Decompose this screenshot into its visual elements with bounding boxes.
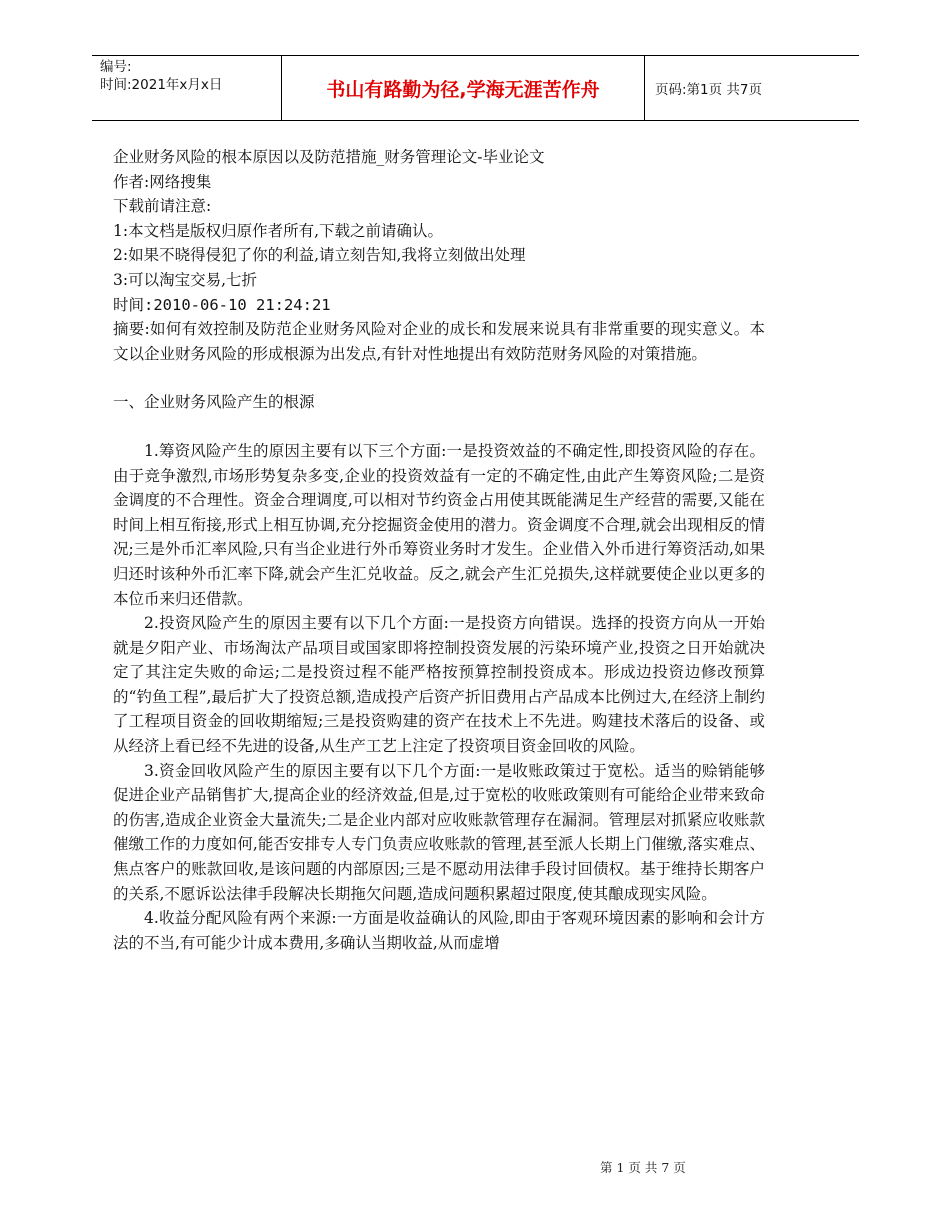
paragraph-financing-risk: 1.筹资风险产生的原因主要有以下三个方面:一是投资效益的不确定性,即投资风险的存在。由于竞争激烈,市场形势复杂多变,企业的投资效益有一定的不确定性,由此产生筹资风险;二是资金调度的不合理性。资金合理调度,可以相对节约资金占用使其既能满足生产经营的需要,又能在时间上相互衔接,形式上相互协调,充分挖掘资金使用的潜力。资金调度不合理,就会出现相反的情况;三是外币汇率风险,只有当企业进行外币筹资业务时才发生。企业借入外币进行筹资活动,如果归还时该种外币汇率下降,就会产生汇兑收益。反之,就会产生汇兑损失,这样就要使企业以更多的本位币来归还借款。 — [113, 441, 765, 608]
document-time-label: 时间:2021年x月x日 — [100, 77, 223, 93]
header-meta — [92, 56, 282, 120]
abstract: 摘要:如何有效控制及防范企业财务风险对企业的成长和发展来说具有非常重要的现实意义。本文以企业财务风险的形成根源为出发点,有针对性地提出有效防范财务风险的对策措施。 — [113, 320, 765, 363]
publish-time: 时间:2010-06-10 21:24:21 — [113, 295, 331, 314]
document-body — [113, 145, 765, 955]
section-heading-1: 一、企业财务风险产生的根源 — [113, 393, 315, 412]
header-motto: 书山有路勤为径,学海无涯苦作舟 — [282, 56, 645, 120]
notice-item-3: 3:可以淘宝交易,七折 — [113, 270, 258, 289]
notice-item-1: 1:本文档是版权归原作者所有,下载之前请确认。 — [113, 221, 444, 240]
document-number-label: 编号: — [100, 59, 132, 75]
document-author: 作者:网络搜集 — [113, 172, 212, 191]
paragraph-distribution-risk: 4.收益分配风险有两个来源:一方面是收益确认的风险,即由于客观环境因素的影响和会计方法的不当,有可能少计成本费用,多确认当期收益,从而虚增 — [113, 909, 765, 952]
header-page-info: 页码:第1页 共7页 — [655, 82, 763, 98]
paragraph-collection-risk: 3.资金回收风险产生的原因主要有以下几个方面:一是收账政策过于宽松。适当的赊销能够促进企业产品销售扩大,提高企业的经济效益,但是,过于宽松的收账政策则有可能给企业带来致命的伤害,造成企业资金大量流失;二是企业内部对应收账款管理存在漏洞。管理层对抓紧应收账款催缴工作的力度如何,能否安排专人专门负责应收账款的管理,甚至派人长期上门催缴,落实难点、焦点客户的账款回收,是该问题的内部原因;三是不愿动用法律手段讨回债权。基于维持长期客户的关系,不愿诉讼法律手段解决长期拖欠问题,造成问题积累超过限度,使其酿成现实风险。 — [113, 761, 765, 903]
document-title: 企业财务风险的根本原因以及防范措施_财务管理论文-毕业论文 — [113, 148, 545, 166]
paragraph-investment-risk: 2.投资风险产生的原因主要有以下几个方面:一是投资方向错误。选择的投资方向从一开始就是夕阳产业、市场淘汰产品项目或国家即将控制投资发展的污染环境产业,投资之日开始就决定了其注定失败的命运;二是投资过程不能严格按预算控制投资成本。形成边投资边修改预算的“钓鱼工程”,最后扩大了投资总额,造成投产后资产折旧费用占产品成本比例过大,在经济上制约了工程项目资金的回收期缩短;三是投资购建的资产在技术上不先进。购建技术落后的设备、或从经济上看已经不先进的设备,从生产工艺上注定了投资项目资金回收的风险。 — [113, 614, 765, 756]
notice-heading: 下载前请注意: — [113, 197, 212, 216]
page-footer: 第 1 页 共 7 页 — [600, 1160, 686, 1175]
notice-item-2: 2:如果不晓得侵犯了你的利益,请立刻告知,我将立刻做出处理 — [113, 246, 526, 265]
page-header — [92, 55, 859, 121]
